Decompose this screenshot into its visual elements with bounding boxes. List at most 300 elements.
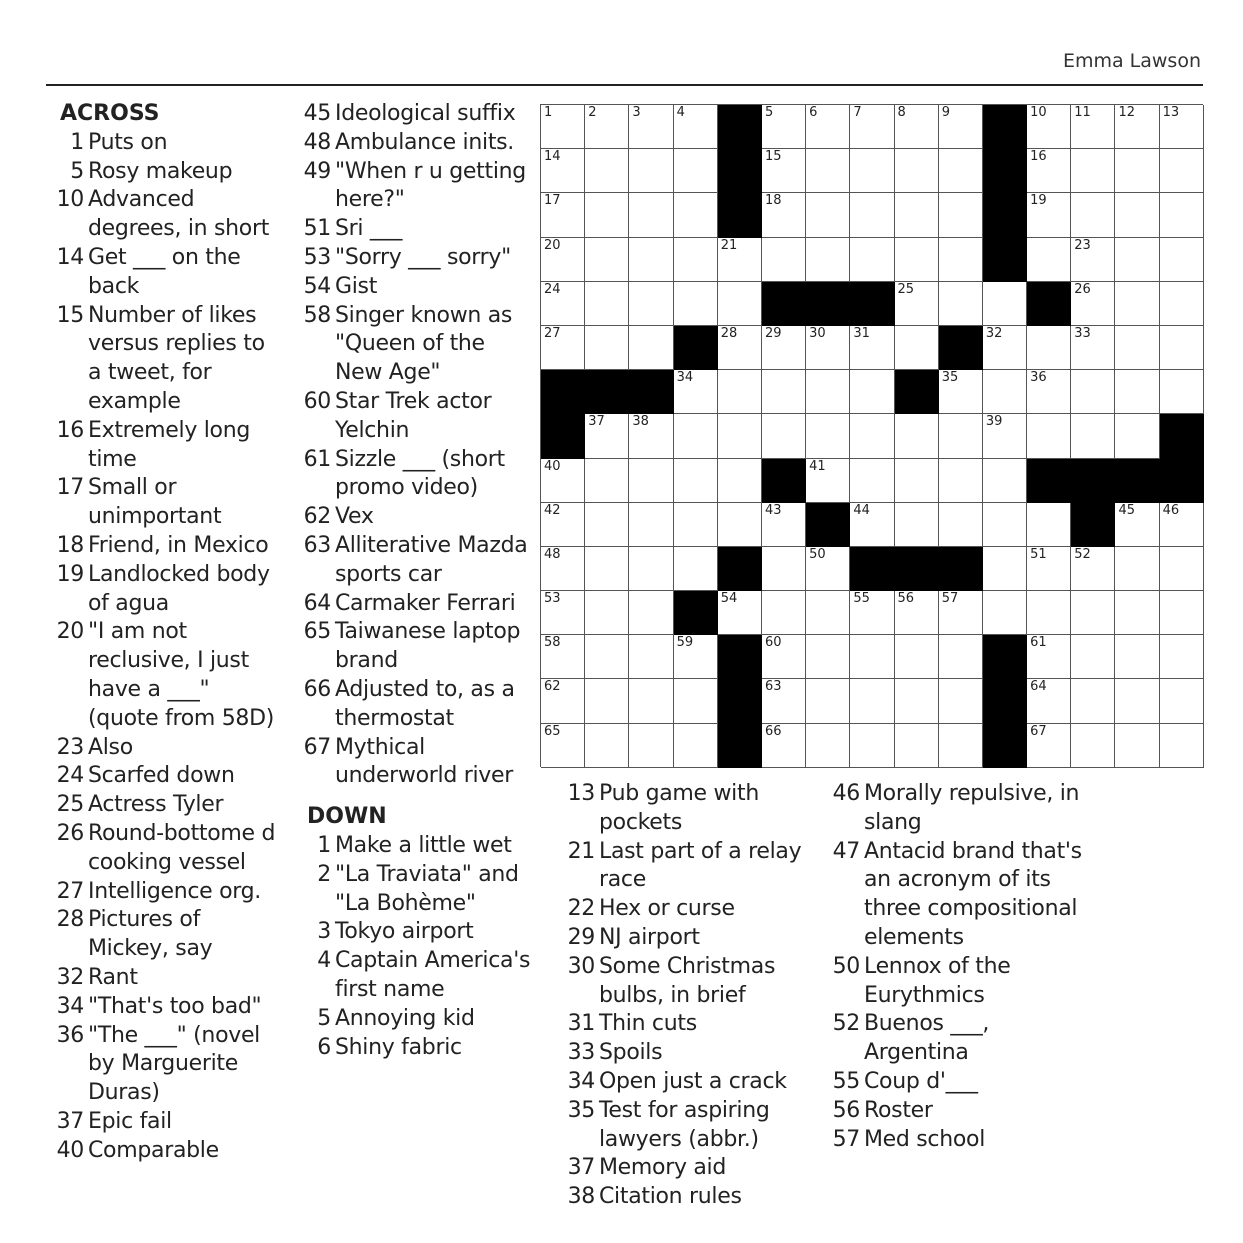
cell-number: 55 bbox=[853, 591, 870, 607]
grid-block bbox=[762, 459, 806, 503]
grid-cell[interactable] bbox=[806, 414, 850, 458]
cell-number: 33 bbox=[1074, 325, 1091, 341]
cell-number: 18 bbox=[764, 193, 782, 209]
grid-cell[interactable] bbox=[762, 679, 806, 723]
grid-cell[interactable] bbox=[762, 503, 806, 547]
grid-cell[interactable] bbox=[895, 149, 939, 193]
grid-cell[interactable] bbox=[674, 370, 718, 414]
clue-text: Ideological suffix bbox=[335, 101, 516, 126]
grid-cell[interactable] bbox=[1071, 282, 1115, 326]
grid-block bbox=[983, 193, 1027, 237]
grid-cell[interactable] bbox=[1160, 326, 1204, 370]
grid-cell[interactable] bbox=[850, 105, 894, 149]
grid-cell[interactable] bbox=[1115, 282, 1159, 326]
grid-cell[interactable] bbox=[629, 724, 673, 768]
clue-text: "That's too bad" bbox=[88, 993, 262, 1019]
grid-cell[interactable] bbox=[806, 105, 850, 149]
grid-cell[interactable] bbox=[1115, 370, 1159, 414]
clue-number: 45 bbox=[303, 101, 331, 126]
grid-cell[interactable] bbox=[1071, 547, 1115, 591]
grid-cell[interactable] bbox=[850, 193, 894, 237]
cell-number: 51 bbox=[1030, 546, 1047, 562]
cell-number: 62 bbox=[544, 679, 561, 695]
grid-cell[interactable] bbox=[674, 238, 718, 282]
grid-cell[interactable] bbox=[674, 459, 718, 503]
grid-cell[interactable] bbox=[939, 459, 983, 503]
grid-cell[interactable] bbox=[585, 724, 629, 768]
clue-text: "I am not reclusive, I just have a ___" (quote from 58D) bbox=[88, 619, 275, 731]
grid-block bbox=[1027, 459, 1071, 503]
grid-cell[interactable] bbox=[806, 724, 850, 768]
grid-cell[interactable] bbox=[629, 414, 673, 458]
grid-cell[interactable] bbox=[1071, 326, 1115, 370]
grid-cell[interactable] bbox=[1027, 547, 1071, 591]
grid-cell[interactable] bbox=[1160, 724, 1204, 768]
cell-number: 27 bbox=[544, 325, 561, 341]
clue-number: 60 bbox=[303, 388, 331, 414]
clue-item bbox=[52, 417, 284, 475]
grid-cell[interactable] bbox=[541, 149, 585, 193]
grid-block bbox=[629, 370, 673, 414]
grid-cell[interactable] bbox=[983, 370, 1027, 414]
grid-cell[interactable] bbox=[895, 193, 939, 237]
grid-block bbox=[674, 591, 718, 635]
clue-text: Landlocked body of agua bbox=[88, 561, 270, 616]
grid-cell[interactable] bbox=[585, 149, 629, 193]
grid-cell[interactable] bbox=[674, 547, 718, 591]
grid-cell[interactable] bbox=[983, 591, 1027, 635]
grid-cell[interactable] bbox=[850, 370, 894, 414]
grid-cell[interactable] bbox=[895, 238, 939, 282]
grid-cell[interactable] bbox=[1115, 679, 1159, 723]
grid-cell[interactable] bbox=[850, 679, 894, 723]
grid-cell[interactable] bbox=[541, 679, 585, 723]
grid-cell[interactable] bbox=[1115, 414, 1159, 458]
grid-cell[interactable] bbox=[983, 503, 1027, 547]
cell-number: 40 bbox=[544, 458, 561, 474]
clue-text: Ambulance inits. bbox=[335, 129, 514, 155]
clue-item bbox=[299, 861, 534, 919]
grid-block bbox=[1115, 459, 1159, 503]
grid-cell[interactable] bbox=[585, 591, 629, 635]
grid-cell[interactable] bbox=[983, 547, 1027, 591]
grid-cell[interactable] bbox=[762, 193, 806, 237]
grid-cell[interactable] bbox=[541, 459, 585, 503]
grid-cell[interactable] bbox=[1160, 149, 1204, 193]
grid-cell[interactable] bbox=[1071, 679, 1115, 723]
across-heading: ACROSS bbox=[60, 101, 160, 126]
grid-cell[interactable] bbox=[806, 149, 850, 193]
grid-cell[interactable] bbox=[1115, 149, 1159, 193]
grid-cell[interactable] bbox=[939, 105, 983, 149]
clue-text: "Sorry ___ sorry" bbox=[335, 244, 511, 270]
grid-cell[interactable] bbox=[674, 105, 718, 149]
grid-cell[interactable] bbox=[585, 414, 629, 458]
cell-number: 24 bbox=[544, 281, 561, 297]
grid-cell[interactable] bbox=[585, 326, 629, 370]
grid-cell[interactable] bbox=[806, 238, 850, 282]
clue-item bbox=[52, 244, 284, 302]
grid-cell[interactable] bbox=[895, 724, 939, 768]
clue-text: Antacid brand that's an acronym of its three compositional elements bbox=[864, 838, 1082, 950]
grid-cell[interactable] bbox=[1115, 635, 1159, 679]
clue-number: 19 bbox=[56, 561, 84, 587]
grid-cell[interactable] bbox=[895, 282, 939, 326]
clue-text: Pictures of Mickey, say bbox=[88, 907, 213, 962]
grid-block bbox=[850, 282, 894, 326]
grid-cell[interactable] bbox=[541, 591, 585, 635]
clue-item bbox=[52, 906, 284, 964]
clue-text: Thin cuts bbox=[599, 1011, 697, 1037]
cell-number: 34 bbox=[676, 370, 694, 386]
grid-cell[interactable] bbox=[1160, 503, 1204, 547]
grid-cell[interactable] bbox=[939, 193, 983, 237]
grid-cell[interactable] bbox=[629, 547, 673, 591]
grid-cell[interactable] bbox=[895, 679, 939, 723]
grid-block bbox=[718, 679, 762, 723]
grid-cell[interactable] bbox=[541, 238, 585, 282]
grid-cell[interactable] bbox=[1160, 105, 1204, 149]
grid-cell[interactable] bbox=[806, 326, 850, 370]
clue-number: 34 bbox=[56, 993, 84, 1019]
grid-cell[interactable] bbox=[939, 370, 983, 414]
clue-text: Small or unimportant bbox=[88, 475, 222, 530]
clue-number: 52 bbox=[832, 1011, 860, 1037]
grid-cell[interactable] bbox=[850, 635, 894, 679]
grid-cell[interactable] bbox=[585, 238, 629, 282]
clue-text: Some Christmas bulbs, in brief bbox=[599, 953, 776, 1008]
grid-cell[interactable] bbox=[674, 282, 718, 326]
grid-cell[interactable] bbox=[541, 724, 585, 768]
grid-cell[interactable] bbox=[718, 282, 762, 326]
grid-cell[interactable] bbox=[806, 459, 850, 503]
cell-number: 52 bbox=[1074, 546, 1091, 562]
grid-cell[interactable] bbox=[1115, 503, 1159, 547]
grid-cell[interactable] bbox=[541, 105, 585, 149]
clue-text: Actress Tyler bbox=[88, 792, 224, 818]
cell-number: 41 bbox=[809, 458, 826, 474]
cell-number: 32 bbox=[985, 325, 1003, 341]
cell-number: 13 bbox=[1162, 105, 1180, 120]
clue-number: 38 bbox=[567, 1184, 595, 1210]
cell-number: 15 bbox=[764, 149, 782, 165]
grid-cell[interactable] bbox=[762, 547, 806, 591]
clue-text: Captain America's first name bbox=[335, 948, 531, 1002]
grid-block bbox=[1027, 282, 1071, 326]
grid-cell[interactable] bbox=[541, 282, 585, 326]
grid-block bbox=[850, 547, 894, 591]
grid-block bbox=[983, 635, 1027, 679]
clue-text: Memory aid bbox=[599, 1155, 727, 1181]
clue-text: Mythical underworld river bbox=[335, 734, 513, 789]
clue-item bbox=[52, 878, 284, 907]
grid-cell[interactable] bbox=[585, 679, 629, 723]
grid-block bbox=[1071, 503, 1115, 547]
grid-cell[interactable] bbox=[629, 193, 673, 237]
grid-cell[interactable] bbox=[850, 459, 894, 503]
grid-cell[interactable] bbox=[1027, 503, 1071, 547]
grid-block bbox=[674, 326, 718, 370]
grid-cell[interactable] bbox=[939, 635, 983, 679]
grid-cell[interactable] bbox=[983, 326, 1027, 370]
clue-text: NJ airport bbox=[599, 924, 700, 950]
grid-cell[interactable] bbox=[585, 105, 629, 149]
grid-cell[interactable] bbox=[674, 414, 718, 458]
grid-cell[interactable] bbox=[629, 635, 673, 679]
grid-cell[interactable] bbox=[806, 679, 850, 723]
grid-cell[interactable] bbox=[674, 679, 718, 723]
clue-item bbox=[299, 302, 534, 388]
grid-cell[interactable] bbox=[674, 635, 718, 679]
grid-cell[interactable] bbox=[983, 459, 1027, 503]
grid-cell[interactable] bbox=[895, 326, 939, 370]
grid-cell[interactable] bbox=[939, 679, 983, 723]
grid-cell[interactable] bbox=[629, 149, 673, 193]
clue-text: Get ___ on the back bbox=[88, 244, 241, 299]
grid-cell[interactable] bbox=[585, 193, 629, 237]
cell-number: 46 bbox=[1162, 502, 1180, 518]
grid-block bbox=[895, 370, 939, 414]
grid-cell[interactable] bbox=[762, 370, 806, 414]
grid-cell[interactable] bbox=[629, 326, 673, 370]
grid-cell[interactable] bbox=[895, 591, 939, 635]
grid-cell[interactable] bbox=[585, 459, 629, 503]
grid-cell[interactable] bbox=[629, 591, 673, 635]
clue-column-3 bbox=[563, 780, 818, 1212]
clue-item bbox=[299, 100, 534, 129]
cell-number: 16 bbox=[1030, 149, 1047, 165]
cell-number: 28 bbox=[720, 325, 738, 341]
grid-cell[interactable] bbox=[1071, 238, 1115, 282]
clue-number: 1 bbox=[317, 832, 331, 858]
grid-cell[interactable] bbox=[939, 724, 983, 768]
clue-text: Last part of a relay race bbox=[599, 838, 802, 893]
grid-cell[interactable] bbox=[1027, 105, 1071, 149]
clue-text: Lennox of the Eurythmics bbox=[864, 953, 1011, 1008]
grid-cell[interactable] bbox=[806, 193, 850, 237]
clue-item bbox=[299, 388, 534, 446]
clue-item bbox=[828, 838, 1088, 953]
cell-number: 5 bbox=[764, 105, 774, 120]
grid-cell[interactable] bbox=[1071, 105, 1115, 149]
grid-cell[interactable] bbox=[806, 635, 850, 679]
cell-number: 9 bbox=[941, 105, 950, 120]
grid-cell[interactable] bbox=[1027, 370, 1071, 414]
clue-item bbox=[828, 780, 1088, 838]
grid-cell[interactable] bbox=[850, 724, 894, 768]
cell-number: 4 bbox=[676, 105, 685, 120]
clue-item bbox=[299, 129, 534, 158]
grid-cell[interactable] bbox=[1071, 370, 1115, 414]
clue-number: 2 bbox=[317, 861, 331, 887]
cell-number: 29 bbox=[764, 325, 782, 341]
grid-cell[interactable] bbox=[718, 414, 762, 458]
clue-number: 58 bbox=[303, 302, 331, 328]
grid-cell[interactable] bbox=[1071, 591, 1115, 635]
grid-cell[interactable] bbox=[850, 591, 894, 635]
clue-number: 28 bbox=[56, 907, 84, 933]
grid-block bbox=[939, 326, 983, 370]
clue-text: Alliterative Mazda sports car bbox=[335, 532, 528, 587]
grid-cell[interactable] bbox=[585, 503, 629, 547]
clue-item bbox=[299, 1034, 534, 1063]
grid-cell[interactable] bbox=[541, 635, 585, 679]
grid-cell[interactable] bbox=[1027, 414, 1071, 458]
clue-number: 27 bbox=[56, 878, 84, 904]
grid-cell[interactable] bbox=[718, 591, 762, 635]
grid-cell[interactable] bbox=[718, 326, 762, 370]
grid-cell[interactable] bbox=[850, 414, 894, 458]
grid-cell[interactable] bbox=[1071, 635, 1115, 679]
grid-cell[interactable] bbox=[983, 282, 1027, 326]
grid-cell[interactable] bbox=[806, 547, 850, 591]
clue-column-2 bbox=[299, 100, 534, 1062]
cell-number: 14 bbox=[544, 149, 561, 165]
grid-cell[interactable] bbox=[939, 503, 983, 547]
grid-cell[interactable] bbox=[1027, 149, 1071, 193]
clue-number: 66 bbox=[303, 676, 331, 702]
grid-cell[interactable] bbox=[983, 414, 1027, 458]
clue-item bbox=[299, 446, 534, 504]
clue-text: Sri ___ bbox=[335, 216, 403, 242]
grid-cell[interactable] bbox=[629, 105, 673, 149]
grid-cell[interactable] bbox=[762, 105, 806, 149]
grid-cell[interactable] bbox=[718, 503, 762, 547]
grid-cell[interactable] bbox=[541, 503, 585, 547]
grid-cell[interactable] bbox=[939, 414, 983, 458]
grid-cell[interactable] bbox=[718, 459, 762, 503]
grid-cell[interactable] bbox=[1115, 193, 1159, 237]
grid-cell[interactable] bbox=[850, 503, 894, 547]
grid-cell[interactable] bbox=[939, 282, 983, 326]
cell-number: 36 bbox=[1030, 370, 1047, 386]
clue-text: Carmaker Ferrari bbox=[335, 590, 516, 616]
clue-text: Scarfed down bbox=[88, 763, 235, 789]
cell-number: 20 bbox=[544, 237, 561, 253]
grid-cell[interactable] bbox=[674, 193, 718, 237]
grid-cell[interactable] bbox=[939, 591, 983, 635]
grid-cell[interactable] bbox=[1160, 591, 1204, 635]
grid-cell[interactable] bbox=[1115, 105, 1159, 149]
grid-cell[interactable] bbox=[541, 547, 585, 591]
grid-cell[interactable] bbox=[585, 282, 629, 326]
grid-cell[interactable] bbox=[629, 503, 673, 547]
clue-item bbox=[299, 1005, 534, 1034]
grid-cell[interactable] bbox=[806, 591, 850, 635]
grid-cell[interactable] bbox=[1160, 547, 1204, 591]
grid-cell[interactable] bbox=[585, 547, 629, 591]
clue-number: 23 bbox=[56, 734, 84, 760]
grid-cell[interactable] bbox=[1160, 193, 1204, 237]
grid-cell[interactable] bbox=[1071, 414, 1115, 458]
grid-cell[interactable] bbox=[762, 591, 806, 635]
grid-cell[interactable] bbox=[585, 635, 629, 679]
grid-cell[interactable] bbox=[674, 724, 718, 768]
grid-cell[interactable] bbox=[1160, 635, 1204, 679]
grid-cell[interactable] bbox=[1027, 724, 1071, 768]
grid-cell[interactable] bbox=[895, 503, 939, 547]
grid-cell[interactable] bbox=[629, 238, 673, 282]
grid-cell[interactable] bbox=[1115, 724, 1159, 768]
clue-text: Buenos ___, Argentina bbox=[864, 1011, 990, 1066]
grid-cell[interactable] bbox=[629, 282, 673, 326]
grid-cell[interactable] bbox=[1115, 591, 1159, 635]
clue-text: Test for aspiring lawyers (abbr.) bbox=[599, 1097, 770, 1152]
grid-cell[interactable] bbox=[1027, 193, 1071, 237]
grid-cell[interactable] bbox=[674, 149, 718, 193]
grid-cell[interactable] bbox=[850, 238, 894, 282]
cell-number: 44 bbox=[853, 502, 870, 518]
grid-block bbox=[718, 149, 762, 193]
grid-cell[interactable] bbox=[895, 459, 939, 503]
grid-cell[interactable] bbox=[1160, 282, 1204, 326]
grid-cell[interactable] bbox=[629, 459, 673, 503]
grid-cell[interactable] bbox=[1027, 591, 1071, 635]
grid-cell[interactable] bbox=[1115, 547, 1159, 591]
grid-cell[interactable] bbox=[762, 149, 806, 193]
clue-item bbox=[563, 895, 818, 924]
grid-cell[interactable] bbox=[762, 414, 806, 458]
grid-cell[interactable] bbox=[850, 326, 894, 370]
grid-cell[interactable] bbox=[1027, 326, 1071, 370]
grid-block bbox=[983, 238, 1027, 282]
grid-cell[interactable] bbox=[1071, 149, 1115, 193]
grid-cell[interactable] bbox=[718, 238, 762, 282]
clue-number: 13 bbox=[567, 781, 595, 806]
grid-cell[interactable] bbox=[895, 635, 939, 679]
grid-cell[interactable] bbox=[939, 238, 983, 282]
grid-cell[interactable] bbox=[1071, 193, 1115, 237]
grid-cell[interactable] bbox=[1160, 679, 1204, 723]
grid-cell[interactable] bbox=[762, 238, 806, 282]
clue-item bbox=[828, 1068, 1088, 1097]
grid-cell[interactable] bbox=[762, 635, 806, 679]
grid-cell[interactable] bbox=[541, 193, 585, 237]
grid-cell[interactable] bbox=[1027, 679, 1071, 723]
clue-text: Intelligence org. bbox=[88, 878, 261, 904]
grid-cell[interactable] bbox=[762, 724, 806, 768]
grid-cell[interactable] bbox=[1115, 326, 1159, 370]
grid-cell[interactable] bbox=[674, 503, 718, 547]
clue-number: 29 bbox=[567, 924, 595, 950]
clue-number: 3 bbox=[317, 919, 331, 945]
grid-cell[interactable] bbox=[718, 370, 762, 414]
grid-cell[interactable] bbox=[1160, 238, 1204, 282]
grid-block bbox=[983, 724, 1027, 768]
grid-cell[interactable] bbox=[1027, 238, 1071, 282]
grid-block bbox=[762, 282, 806, 326]
grid-cell[interactable] bbox=[850, 149, 894, 193]
grid-cell[interactable] bbox=[1160, 370, 1204, 414]
grid-cell[interactable] bbox=[1071, 724, 1115, 768]
clue-item bbox=[52, 618, 284, 733]
grid-cell[interactable] bbox=[762, 326, 806, 370]
grid-cell[interactable] bbox=[629, 679, 673, 723]
grid-cell[interactable] bbox=[541, 326, 585, 370]
clue-item bbox=[52, 474, 284, 532]
cell-number: 23 bbox=[1074, 237, 1091, 253]
clue-item bbox=[563, 1068, 818, 1097]
clue-text: Gist bbox=[335, 273, 378, 299]
grid-cell[interactable] bbox=[1027, 635, 1071, 679]
grid-cell[interactable] bbox=[939, 149, 983, 193]
grid-cell[interactable] bbox=[1115, 238, 1159, 282]
clue-number: 18 bbox=[56, 532, 84, 558]
grid-cell[interactable] bbox=[895, 105, 939, 149]
grid-cell[interactable] bbox=[806, 370, 850, 414]
cell-number: 26 bbox=[1074, 281, 1091, 297]
grid-cell[interactable] bbox=[895, 414, 939, 458]
